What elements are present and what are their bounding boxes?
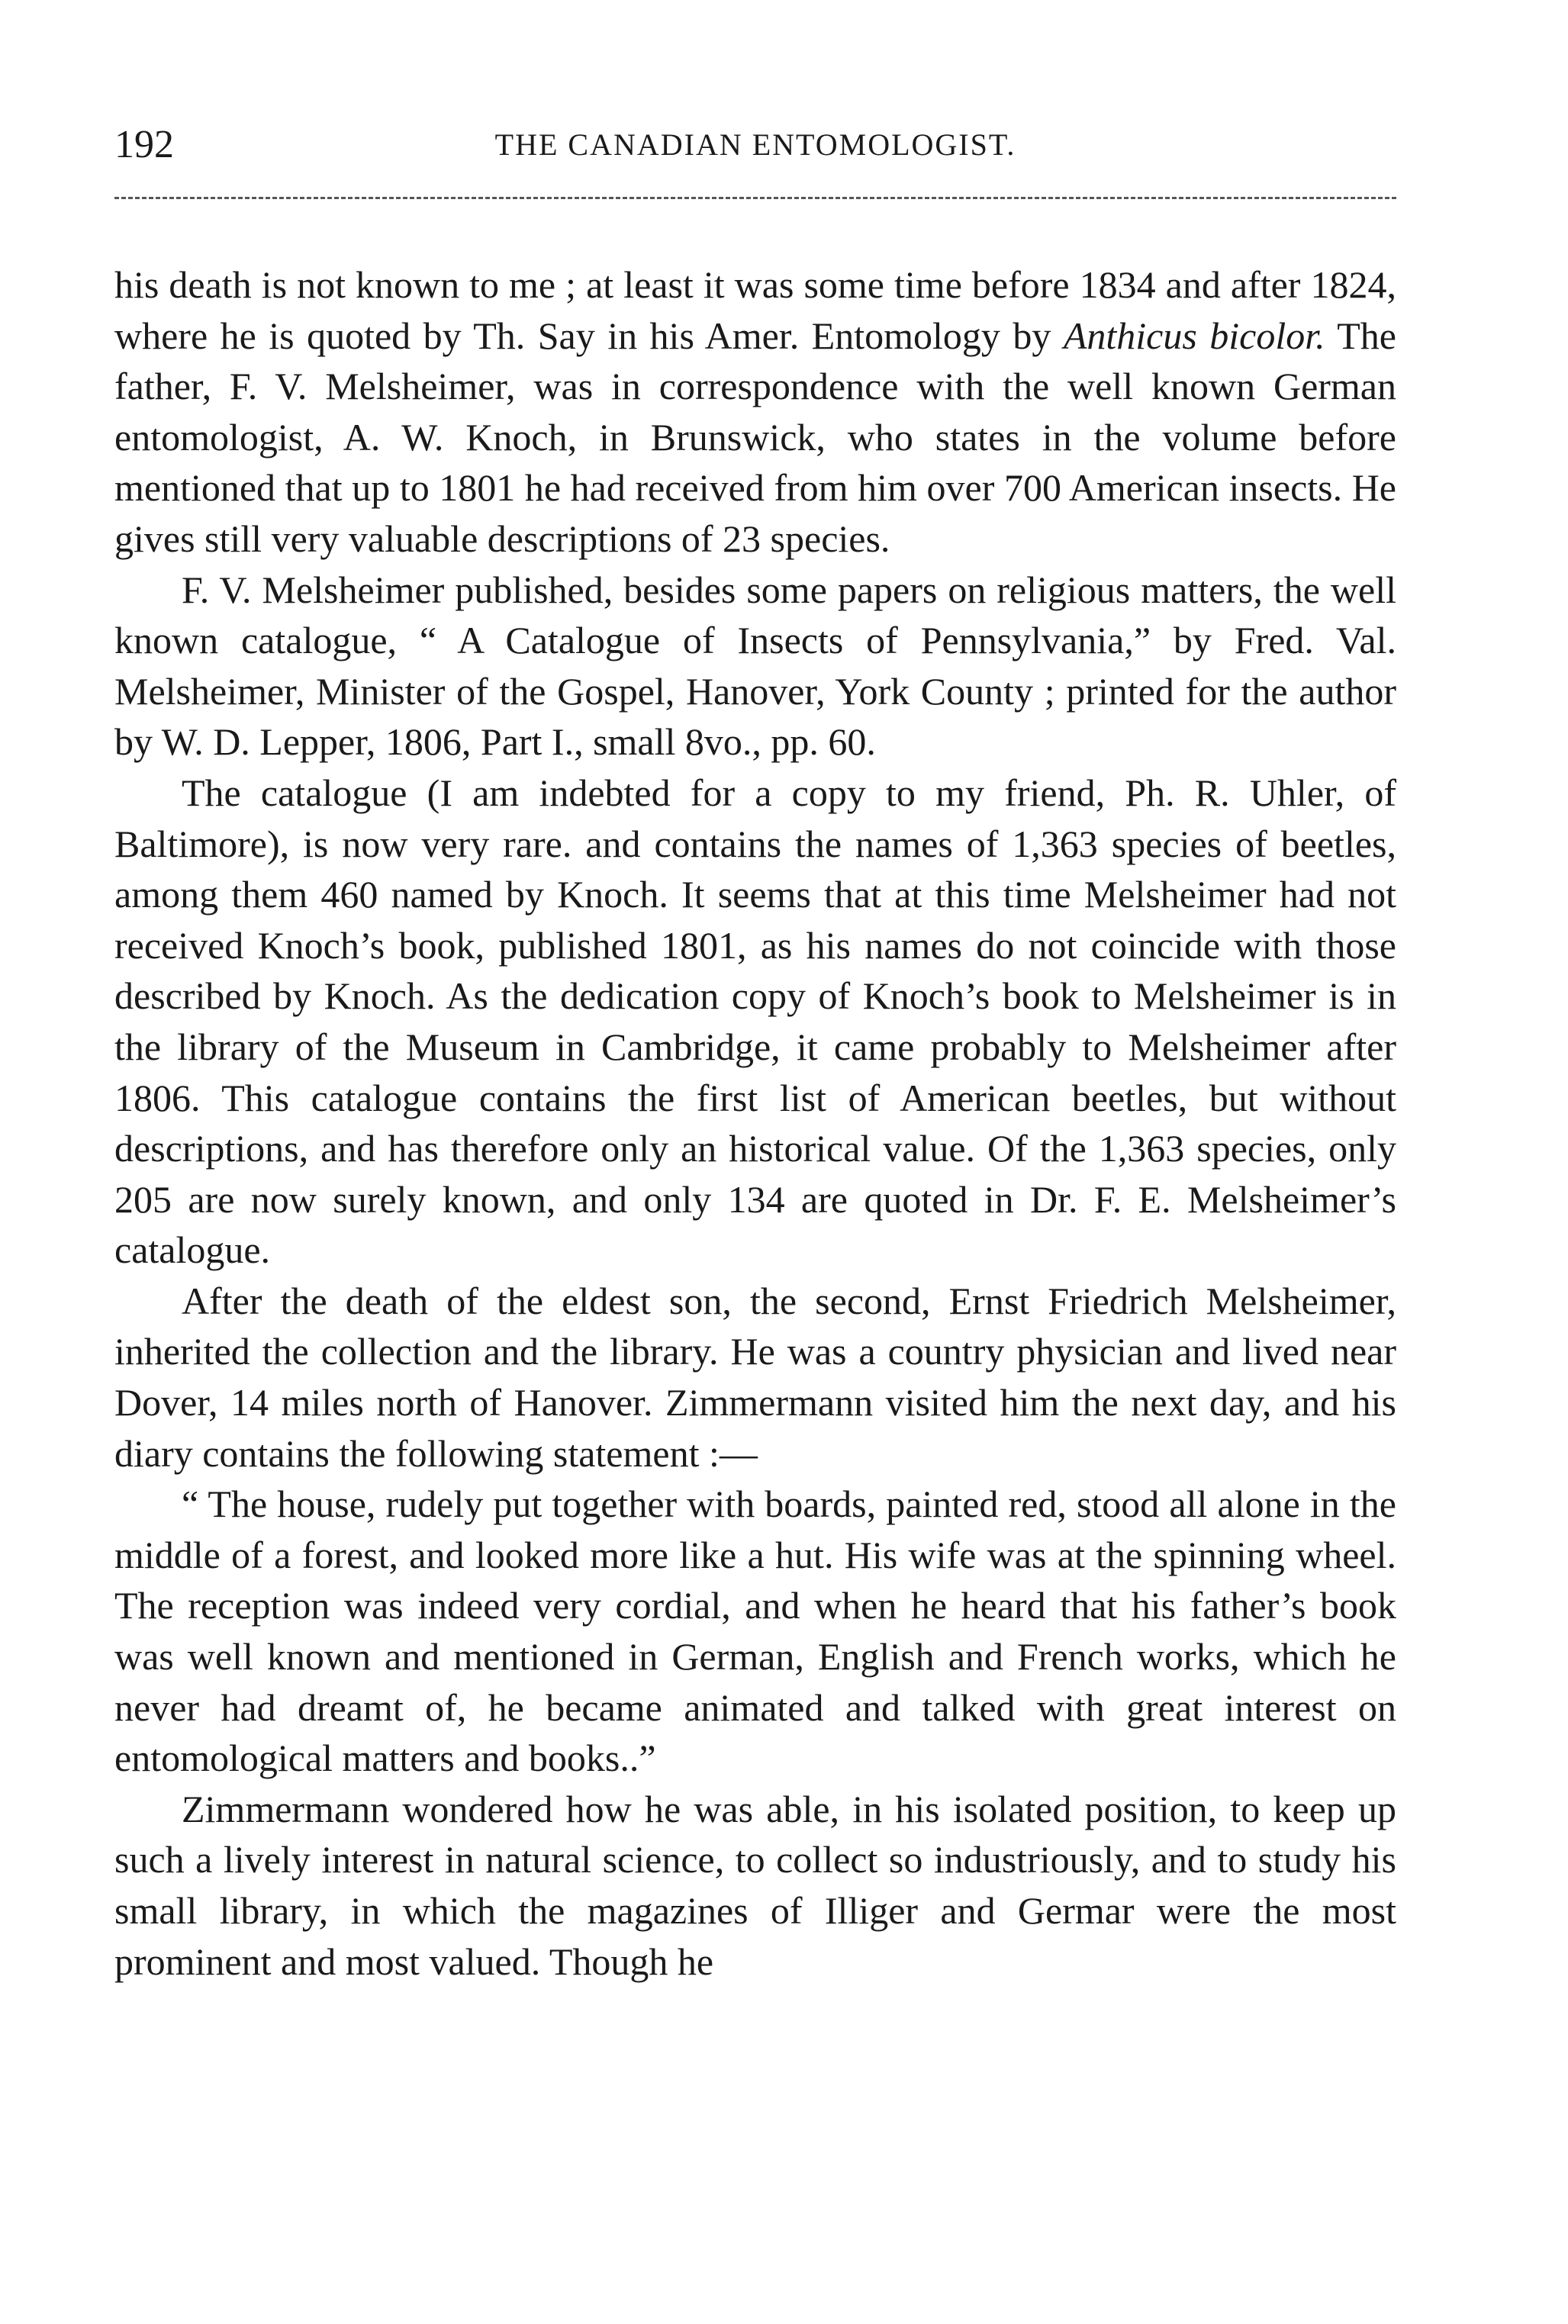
body-text — [114, 259, 1396, 1987]
paragraph-1 — [114, 259, 1396, 565]
paragraph-3: The catalogue (I am indebted for a copy to my friend, Ph. R. Uhler, of Baltimore), is now very rare. and contains the names of 1,363 species of beetles, among them 460 named by Knoch. It seems that at this time Melsheimer had not received Knoch’s book, published 1801, as his names do not coincide with those described by Knoch. As the dedication copy of Knoch’s book to Melsheimer is in the library of the Museum in Cambridge, it came probably to Melsheimer after 1806. This catalogue contains the first list of American beetles, but without descriptions, and has therefore only an historical value. Of the 1,363 species, only 205 are now surely known, and only 134 are quoted in Dr. F. E. Melsheimer’s catalogue. — [114, 771, 1396, 1272]
paragraph-1-end: The father, F. V. Melsheimer, was in correspondence with the well known German entomologist, A. W. Knoch, in Brunswick, who states in the volume before mentioned that up to 1801 he had received from him over 700 American insects. He gives still very valuable descriptions of 23 species. — [114, 314, 1396, 560]
paragraph-1-start: his death is not known to me ; at least it was some time before 1834 and after 1824, where he is quoted by Th. Say in his Amer. Entomology by — [114, 263, 1396, 357]
header-rule — [114, 197, 1396, 199]
page-number: 192 — [114, 123, 174, 166]
page — [114, 114, 1396, 1983]
running-head — [114, 114, 1396, 175]
species-name-italic: Anthicus bicolor. — [1063, 314, 1325, 357]
paragraph-4: After the death of the eldest son, the second, Ernst Friedrich Melsheimer, inherited the collection and the library. He was a country physician and lived near Dover, 14 miles north of Hanover. Zimmermann visited him the next day, and his diary contains the following statement :— — [114, 1279, 1396, 1475]
paragraph-5-quote: “ The house, rudely put together with boards, painted red, stood all alone in the middle of a forest, and looked more like a hut. His wife was at the spinning wheel. The reception was indeed very cordial, and when he heard that his father’s book was well known and mentioned in German, English and French works, which he never had dreamt of, he became animated and talked with great interest on entomological matters and books..” — [114, 1482, 1396, 1780]
paragraph-6: Zimmermann wondered how he was able, in his isolated position, to keep up such a lively interest in natural science, to collect so industriously, and to study his small library, in which the magazines of Illiger and Germar were the most prominent and most valued. Though he — [114, 1787, 1396, 1983]
paragraph-2: F. V. Melsheimer published, besides some papers on religious matters, the well known catalogue, “ A Catalogue of Insects of Pennsylvania,” by Fred. Val. Melsheimer, Minister of the Gospel, Hanover, York County ; printed for the author by W. D. Lepper, 1806, Part I., small 8vo., pp. 60. — [114, 568, 1396, 764]
journal-title: THE CANADIAN ENTOMOLOGIST. — [494, 127, 1016, 162]
